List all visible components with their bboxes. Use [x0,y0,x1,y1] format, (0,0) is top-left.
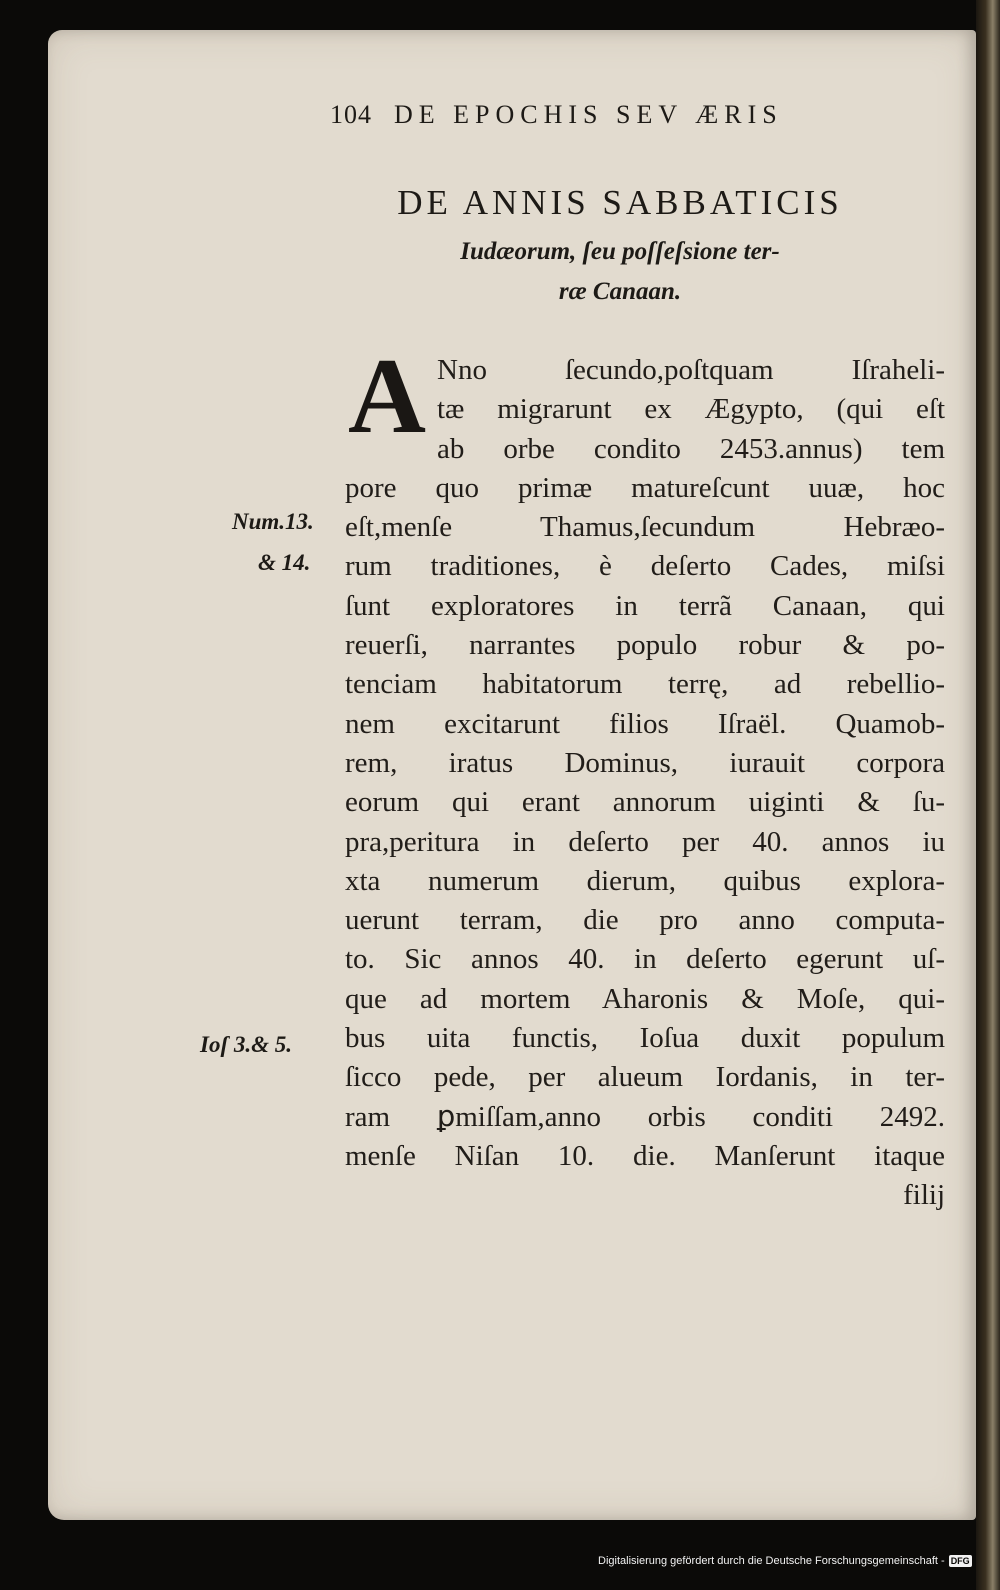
subtitle-line-1: Iudæorum, ſeu poſſeſsione ter- [460,238,780,265]
running-head [330,100,890,130]
margin-note-ios: Ioſ 3.& 5. [200,1032,292,1057]
chapter-title: DE ANNIS SABBATICIS [397,183,843,222]
drop-cap: A [348,337,426,456]
text-line: to. Sic annos 40. in deſerto egerunt uſ- [345,943,945,976]
text-line: rem, iratus Dominus, iurauit corpora [345,746,945,779]
body-text [345,337,945,1216]
text-line: uerunt terram, die pro anno computa- [345,904,945,937]
text-line: xta numerum dierum, quibus explora- [345,864,945,897]
text-line: Nno ſecundo,poſtquam Iſraheli- [437,354,945,386]
text-line: pra,peritura in deſerto per 40. annos iu [345,825,945,858]
text-line: ſicco pede, per alueum Iordanis, in ter- [345,1061,945,1094]
digitization-credit [598,1550,998,1572]
chapter-subtitle [300,232,940,312]
margin-note-num: Num.13. [232,509,314,534]
running-title: DE EPOCHIS SEV ÆRIS [394,100,783,129]
text-line: menſe Niſan 10. die. Manſerunt itaque [345,1139,945,1172]
catchword: filij [903,1179,945,1212]
text-line: reuerſi, narrantes populo robur & po- [345,629,945,662]
text-line: tæ migrarunt ex Ægypto, (qui eſt [437,393,945,426]
text-line: tenciam habitatorum terrę, ad rebellio- [345,668,945,701]
text-line: ſunt exploratores in terrã Canaan, qui [345,589,945,622]
text-line: ram ꝑmiſſam,anno orbis conditi 2492. [345,1100,945,1133]
text-line: bus uita functis, Ioſua duxit populum [345,1022,945,1055]
text-line: pore quo primæ matureſcunt uuæ, hoc [345,471,945,504]
subtitle-line-2: ræ Canaan. [558,278,682,305]
dfg-logo: DFG [950,1556,970,1567]
text-line: eorum qui erant annorum uiginti & ſu- [345,786,945,819]
text-line: que ad mortem Aharonis & Moſe, qui- [345,982,945,1015]
text-line: eſt,menſe Thamus,ſecundum Hebræo- [345,511,945,544]
book-spine-edge [976,0,1000,1590]
credit-text: Digitalisierung gefördert durch die Deutsche Forschungsgemeinschaft - [598,1555,945,1567]
text-line: rum traditiones, è deſerto Cades, miſsi [345,550,945,583]
page-number: 104 [330,100,372,129]
margin-note-num-cont: & 14. [258,550,311,575]
text-line: nem excitarunt filios Iſraël. Quamob- [345,707,945,740]
text-line: ab orbe condito 2453.annus) tem [437,432,945,465]
